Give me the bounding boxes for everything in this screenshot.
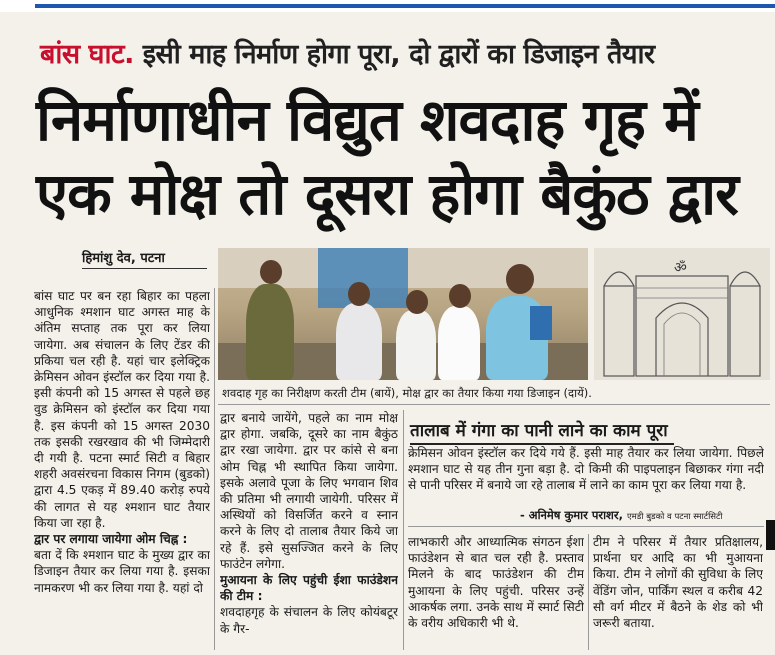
- box-heading: तालाब में गंगा का पानी लाने का काम पूरा: [410, 418, 668, 441]
- box-bottom-rule: [408, 526, 764, 527]
- column-divider: [403, 410, 404, 650]
- col1-para1: बांस घाट पर बन रहा बिहार का पहला आधुनिक श्मशान घाट अगस्त माह के अंतिम सप्ताह तक पूरा कर लिया जायेगा. अब संचालन के लिए टेंडर की प्रकिया चल रही है. यहां चार इलेक्ट्रिक क्रेमिसन ओवन इंस्टॉल कर दिया गया है. इसी कंपनी को 15 अगस्त से पहले छह वुड क्रेमिसन को इंस्टॉल कर दिया गया है. इस कंपनी को 15 अगस्त 2030 तक इसकी रखरखाव की भी जिम्मेदारी दी गयी है. पटना स्मार्ट सिटी व बिहार शहरी अवसंरचना विकास निगम (बुडको) द्वारा 4.5 एकड़ में 89.40 करोड़ रुपये की लागत से यह श्मशान घाट तैयार किया जा रहा है.: [34, 289, 210, 530]
- gate-design-drawing: [594, 248, 770, 380]
- blue-rule: [35, 4, 775, 8]
- box-credit: [520, 508, 723, 523]
- kicker-line: [40, 34, 655, 71]
- photo-blue-drum: [530, 306, 552, 340]
- page-edge-mark: [766, 520, 775, 550]
- person-figure: [336, 303, 382, 380]
- col1-subhead: द्वार पर लगाया जायेगा ओम चिह्न :: [34, 532, 188, 547]
- article-column-1: [34, 288, 210, 650]
- box-paragraph: क्रेमिसन ओवन इंस्टॉल कर दिये गये हैं. इसी माह तैयार कर लिया जायेगा. पिछले श्मशान घाट से यह तीन गुना बड़ा है. दो किमी की पाइपलाइन बिछाकर गंगा नदी से पानी परिसर में बनाये जा रहे तालाब में लाने का काम पूरा कर लिया गया है.: [408, 446, 764, 493]
- column-divider: [588, 534, 589, 650]
- person-head: [406, 290, 428, 314]
- person-head: [449, 284, 471, 308]
- top-rule-bar: [0, 0, 775, 12]
- person-figure: [396, 310, 436, 380]
- col4-para: टीम ने परिसर में तैयार प्रतिक्षालय, प्रार्थना घर आदि का भी मुआयना किया. टीम ने लोगों की सुविधा के लिए वेंडिंग जोन, पार्किंग स्थल व करीब 42 सौ वर्ग मीटर में बैठने के शेड को भी जरूरी बताया.: [593, 535, 763, 631]
- person-figure: [438, 306, 480, 380]
- box-text: [408, 445, 764, 509]
- column-divider: [214, 288, 215, 650]
- article-column-4: [593, 534, 763, 650]
- credit-role: एमडी बुडको व पटना स्मार्टसिटी: [626, 512, 723, 522]
- col2-para2: शवदाहगृह के संचालन के लिए कोयंबटूर के गैर-: [220, 605, 398, 636]
- col2-subhead: मुआयना के लिए पहुंची ईशा फाउंडेशन की टीम :: [220, 573, 398, 604]
- kicker-place: बांस घाट.: [40, 39, 134, 70]
- person-head: [506, 264, 534, 294]
- byline-rule: [82, 268, 207, 269]
- credit-name: - अनिमेष कुमार पराशर,: [520, 508, 623, 522]
- col2-para1: द्वार बनाये जायेंगे, पहले का नाम मोक्ष द्वार होगा. जबकि, दूसरे का नाम बैकुंठ द्वार रखा जायेगा. द्वार पर कांसे से बना ओम चिह्न भी स्थापित किया जायेगा. इसके अलावे पूजा के लिए भगवान शिव की प्रतिमा भी लगायी जायेगी. परिसर में अस्थियों को विसर्जित करने व स्नान करने के लिए दो तालाब तैयार किये जा रहे हैं. इसे सुसज्जित करने के लिए फाउंटेन लगेगा.: [220, 411, 398, 571]
- headline-line-2: एक मोक्ष तो दूसरा होगा बैकुंठ द्वार: [36, 160, 738, 228]
- photo-caption: शवदाह गृह का निरीक्षण करती टीम (बायें), मोक्ष द्वार का तैयार किया गया डिजाइन (दायें).: [222, 386, 592, 400]
- gate-design-svg: [594, 248, 770, 380]
- byline: हिमांशु देव, पटना: [82, 251, 165, 266]
- person-head: [260, 260, 282, 284]
- headline-line-1: निर्माणाधीन विद्युत शवदाह गृह में: [36, 86, 698, 154]
- inspection-photo: [218, 248, 588, 380]
- caption-rule: [218, 404, 770, 405]
- kicker-text: इसी माह निर्माण होगा पूरा, दो द्वारों का डिजाइन तैयार: [142, 39, 655, 70]
- article-column-2: [220, 410, 398, 650]
- article-column-3: [408, 534, 584, 650]
- person-figure: [246, 284, 294, 380]
- person-head: [348, 282, 370, 306]
- om-symbol: ॐ: [674, 260, 687, 276]
- col3-para: लाभकारी और आध्यात्मिक संगठन ईशा फाउंडेशन से बात चल रही है. प्रस्ताव मिलने के बाद फाउंडेशन की टीम मुआयना के लिए पहुंची. परिसर उन्हें आकर्षक लगा. उनके साथ में स्मार्ट सिटी के वरीय अधिकारी भी थे.: [408, 535, 584, 631]
- col1-para2: बता दें कि श्मशान घाट के मुख्य द्वार का डिजाइन तैयार कर लिया गया है. इसका नामकरण भी कर लिया गया है. यहां दो: [34, 548, 210, 595]
